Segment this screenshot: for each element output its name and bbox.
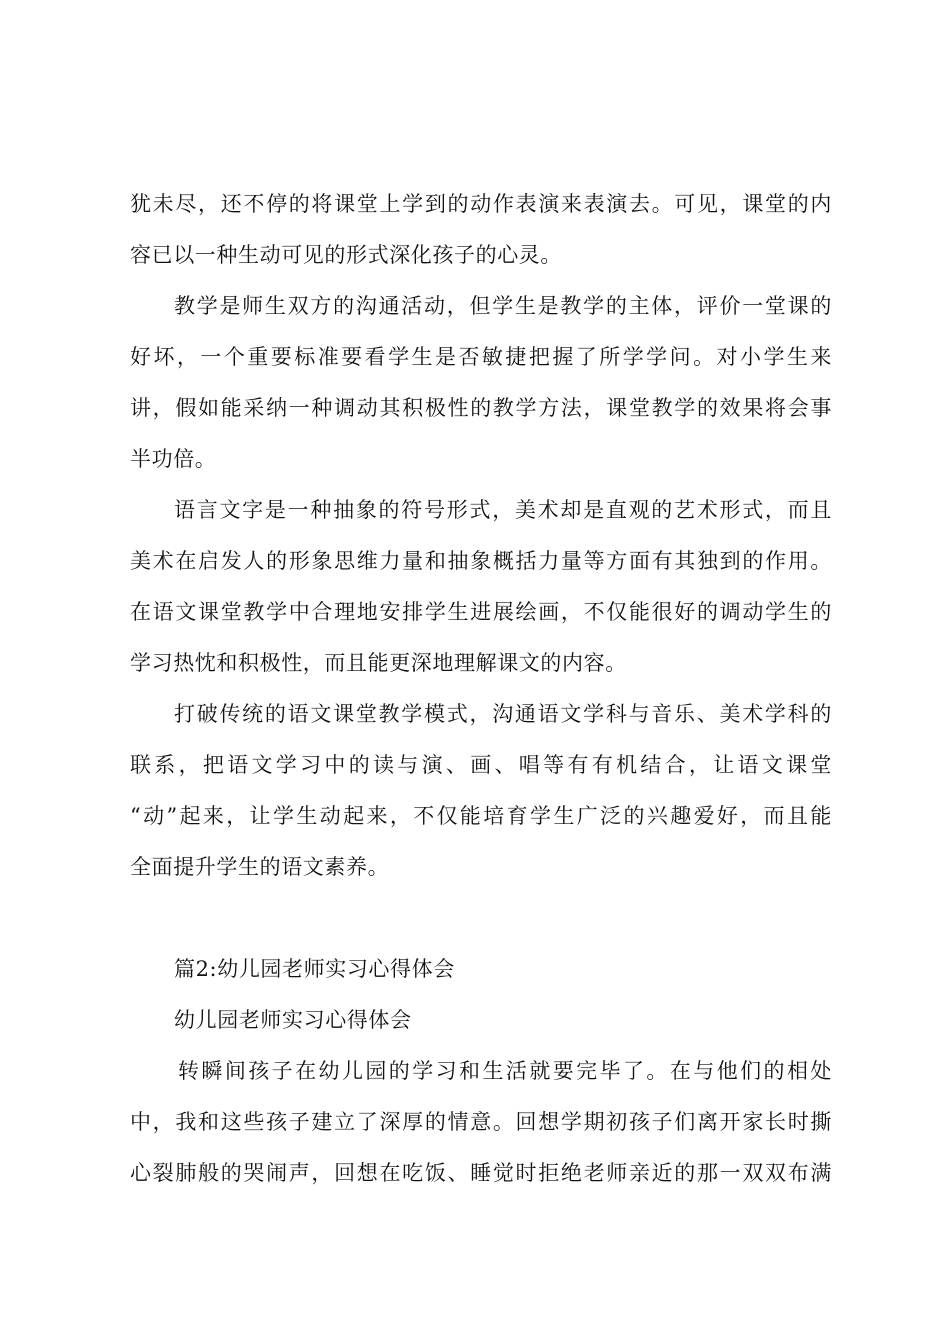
text-line: 中，我和这些孩子建立了深厚的情意。回想学期初孩子们离开家长时撕 — [130, 1110, 832, 1134]
text-line: “动”起来，让学生动起来，不仅能培育学生广泛的兴趣爱好，而且能 — [130, 804, 832, 828]
text-line: 犹未尽，还不停的将课堂上学到的动作表演来表演去。可见，课堂的内 — [130, 192, 832, 216]
section-subheading: 幼儿园老师实习心得体会 — [174, 1008, 412, 1032]
text-line: 讲，假如能采纳一种调动其积极性的教学方法，课堂教学的效果将会事 — [130, 396, 832, 420]
text-line: 全面提升学生的语文素养。 — [130, 855, 390, 879]
paragraph-first-line: 打破传统的语文课堂教学模式，沟通语文学科与音乐、美术学科的 — [174, 702, 832, 726]
text-line: 心裂肺般的哭闹声，回想在吃饭、睡觉时拒绝老师亲近的那一双双布满 — [130, 1161, 832, 1185]
text-line: 联系，把语文学习中的读与演、画、唱等有有机结合，让语文课堂 — [130, 753, 832, 777]
paragraph-first-line: 教学是师生双方的沟通活动，但学生是教学的主体，评价一堂课的 — [174, 294, 832, 318]
text-line: 美术在启发人的形象思维力量和抽象概括力量等方面有其独到的作用。 — [130, 549, 832, 573]
text-line: 学习热忱和积极性，而且能更深地理解课文的内容。 — [130, 651, 627, 675]
paragraph-first-line: 语言文字是一种抽象的符号形式，美术却是直观的艺术形式，而且 — [174, 498, 832, 522]
text-line: 容已以一种生动可见的形式深化孩子的心灵。 — [130, 243, 562, 267]
paragraph-first-line: 转瞬间孩子在幼儿园的学习和生活就要完毕了。在与他们的相处 — [178, 1059, 832, 1083]
text-line: 半功倍。 — [130, 447, 217, 471]
text-line: 好坏，一个重要标准要看学生是否敏捷把握了所学学问。对小学生来 — [130, 345, 832, 369]
text-line: 在语文课堂教学中合理地安排学生进展绘画，不仅能很好的调动学生的 — [130, 600, 832, 624]
section-heading: 篇2:幼儿园老师实习心得体会 — [174, 957, 455, 981]
